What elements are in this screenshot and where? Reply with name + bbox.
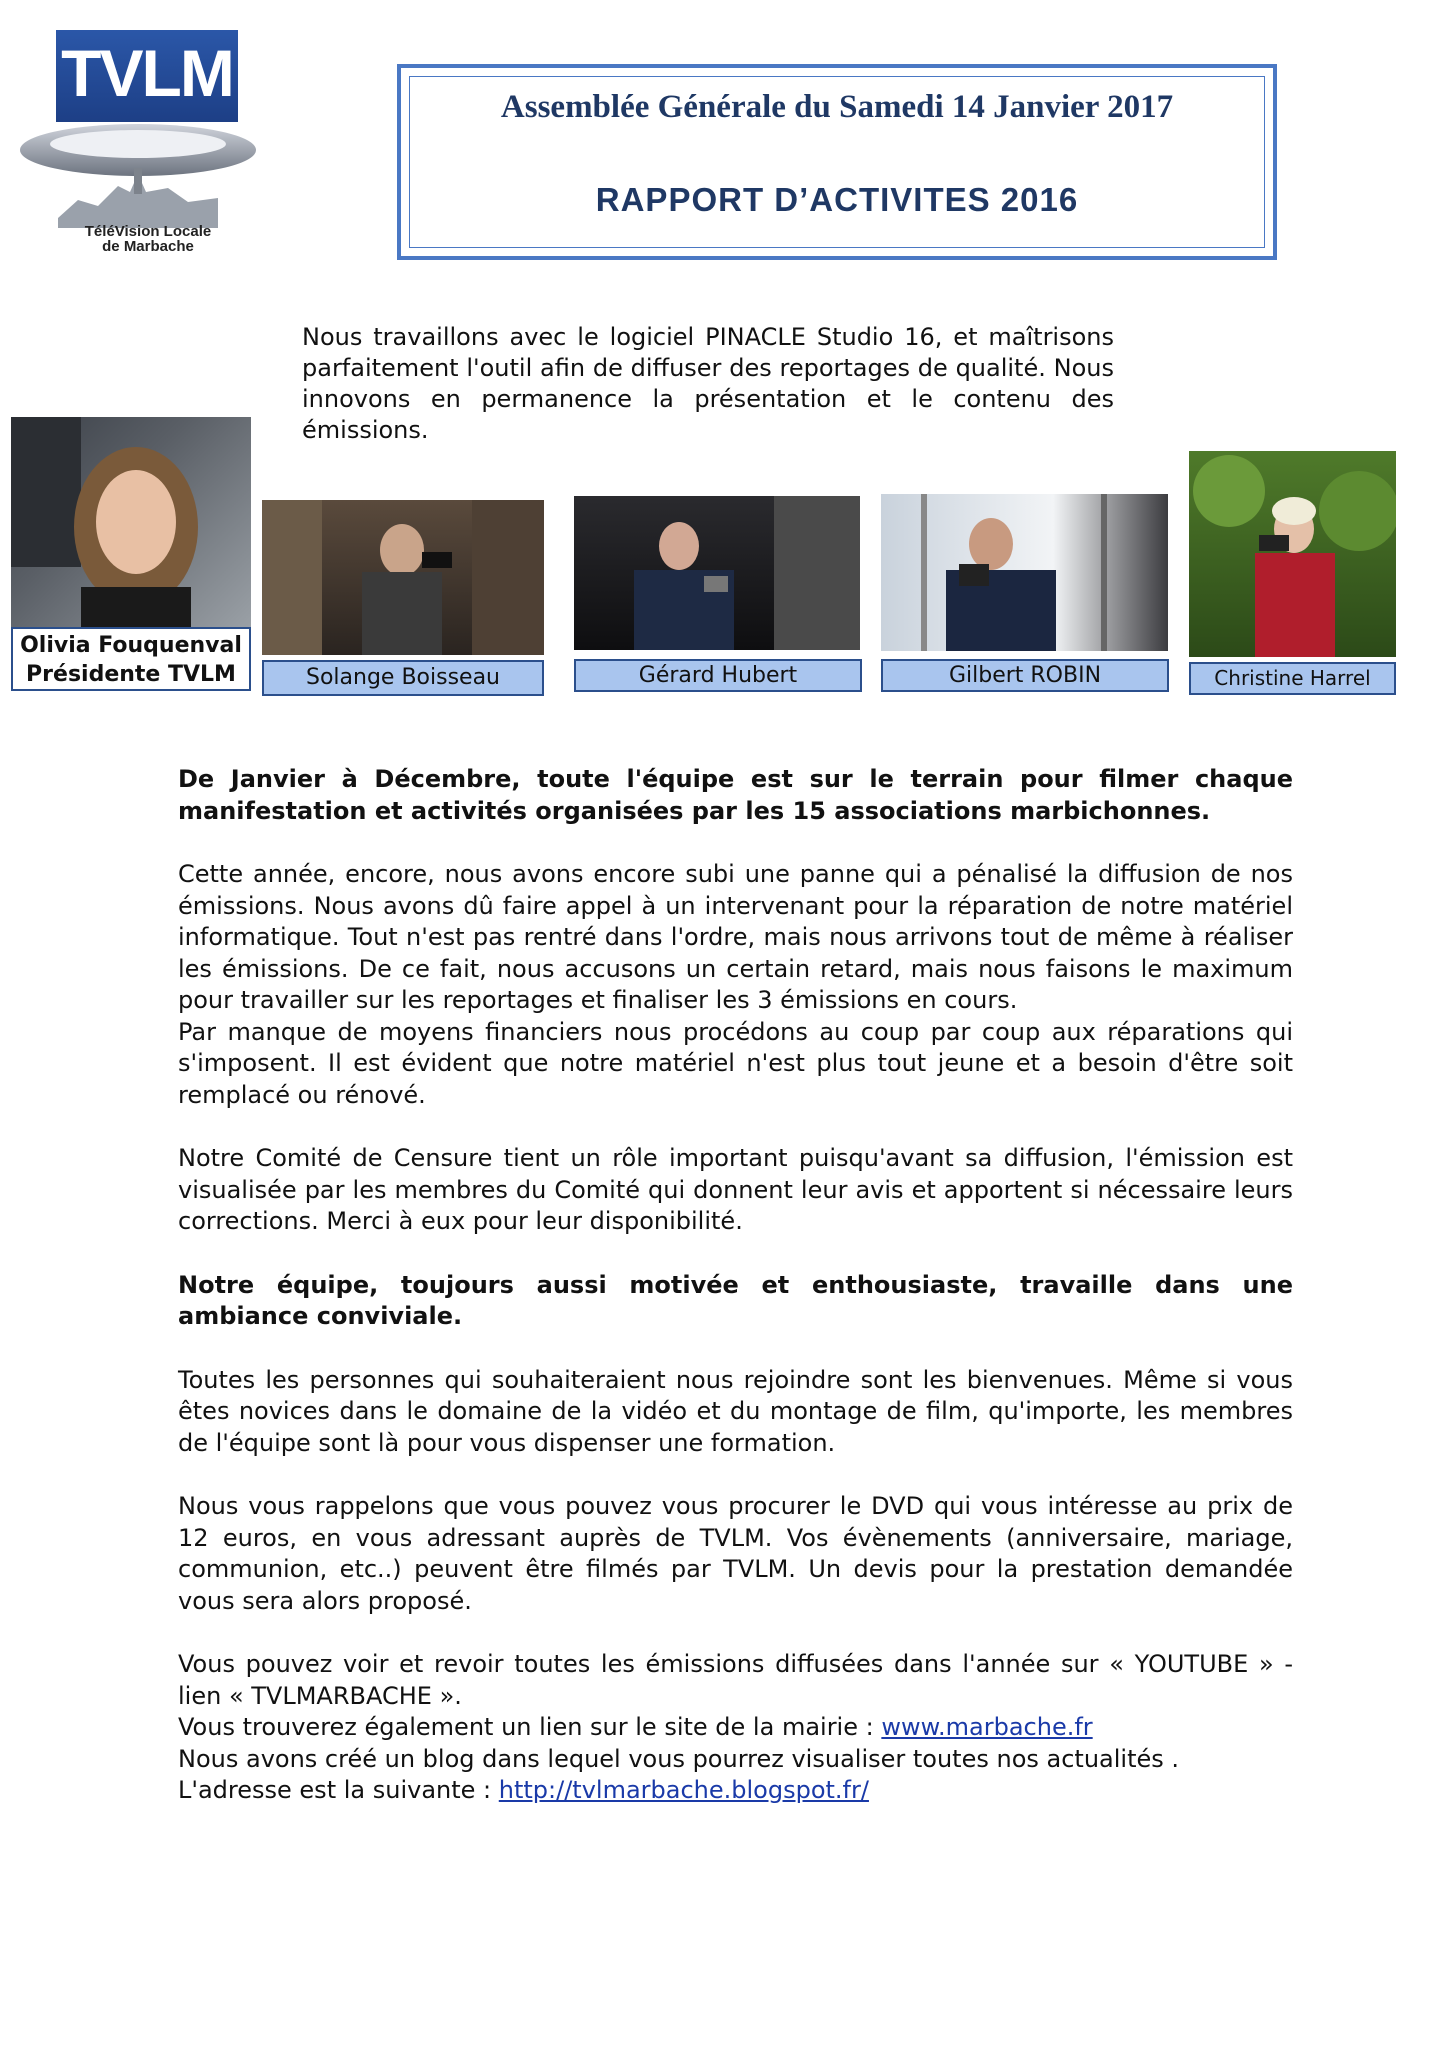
- assembly-title: Assemblée Générale du Samedi 14 Janvier 2017: [500, 89, 1174, 125]
- address-text: L'adresse est la suivante :: [178, 1776, 499, 1804]
- logo-title: TVLM: [56, 30, 238, 122]
- photo-gerard: [574, 496, 860, 650]
- caption-olivia-role: Présidente TVLM: [26, 662, 236, 687]
- photo-solange: [262, 500, 544, 655]
- report-title: RAPPORT D’ACTIVITES 2016: [595, 181, 1079, 218]
- paragraph-finances: Par manque de moyens financiers nous procédons au coup par coup aux réparations qui s'imposent. Il est évident que notre matériel n'est plus tout jeune et a besoin d'être soit remplacé ou rénové.: [178, 1017, 1293, 1109]
- logo-subtitle-line1: TéléVision Locale: [84, 223, 212, 240]
- caption-solange: Solange Boisseau: [262, 660, 544, 696]
- paragraph-mairie: [178, 1712, 1293, 1744]
- intro-paragraph: Nous travaillons avec le logiciel PINACLE Studio 16, et maîtrisons parfaitement l'outil afin de diffuser des reportages de qualité. Nous innovons en permanence la présentation et le contenu des émissions.: [302, 323, 1114, 444]
- logo-subtitle: [48, 224, 248, 254]
- activities-bold: De Janvier à Décembre, toute l'équipe est sur le terrain pour filmer chaque manifestation et activités organisées par les 15 associations marbichonnes.: [178, 765, 1293, 825]
- logo-dish-graphic: [18, 88, 258, 288]
- logo-subtitle-line2: de Marbache: [102, 238, 194, 255]
- blog-link[interactable]: http://tvlmarbache.blogspot.fr/: [498, 1776, 869, 1804]
- paragraph-censorship: Notre Comité de Censure tient un rôle important puisqu'avant sa diffusion, l'émission est visualisée par les membres du Comité qui donnent leur avis et apportent si nécessaire leurs corrections. Merci à eux pour leur disponibilité.: [178, 1144, 1293, 1235]
- caption-gerard: Gérard Hubert: [574, 659, 862, 692]
- paragraph-team: [178, 1270, 1293, 1333]
- paragraph-blog: Nous avons créé un blog dans lequel vous pourrez visualiser toutes nos actualités .: [178, 1744, 1180, 1773]
- photo-christine: [1189, 451, 1396, 657]
- report-body: [178, 764, 1293, 1807]
- mairie-text: Vous trouverez également un lien sur le site de la mairie :: [178, 1713, 882, 1741]
- paragraph-join: Toutes les personnes qui souhaiteraient nous rejoindre sont les bienvenues. Même si vous êtes novices dans le domaine de la vidéo et du montage de film, qu'importe, les membres de l'équipe sont là pour vous dispenser une formation.: [178, 1365, 1293, 1457]
- caption-christine: Christine Harrel: [1189, 662, 1396, 695]
- header-box: [397, 64, 1277, 260]
- caption-gilbert: Gilbert ROBIN: [881, 659, 1169, 692]
- caption-olivia-name: Olivia Fouquenval: [20, 633, 242, 658]
- paragraph-address: [178, 1775, 1293, 1807]
- team-bold: Notre équipe, toujours aussi motivée et enthousiaste, travaille dans une ambiance conviviale.: [178, 1270, 1293, 1330]
- tvlm-logo: [18, 28, 258, 263]
- paragraph-activities: [178, 764, 1293, 827]
- photo-gilbert: [881, 494, 1168, 651]
- paragraph-dvd: Nous vous rappelons que vous pouvez vous procurer le DVD qui vous intéresse au prix de 12 euros, en vous adressant auprès de TVLM. Vos évènements (anniversaire, mariage, communion, etc..) peuvent être filmés par TVLM. Un devis pour la prestation demandée vous sera alors proposé.: [178, 1492, 1293, 1615]
- mairie-link[interactable]: www.marbache.fr: [881, 1713, 1093, 1741]
- photo-olivia: [11, 417, 251, 627]
- paragraph-youtube: Vous pouvez voir et revoir toutes les émissions diffusées dans l'année sur « YOUTUBE » - lien « TVLMARBACHE ».: [178, 1650, 1293, 1710]
- caption-olivia: [11, 627, 251, 691]
- paragraph-breakdown: Cette année, encore, nous avons encore subi une panne qui a pénalisé la diffusion de nos émissions. Nous avons dû faire appel à un intervenant pour la réparation de notre matériel informatique. Tout n'est pas rentré dans l'ordre, mais nous arrivons tout de même à réaliser les émissions. De ce fait, nous accusons un certain retard, mais nous faisons le maximum pour travailler sur les reportages et finaliser les 3 émissions en cours.: [178, 860, 1293, 1014]
